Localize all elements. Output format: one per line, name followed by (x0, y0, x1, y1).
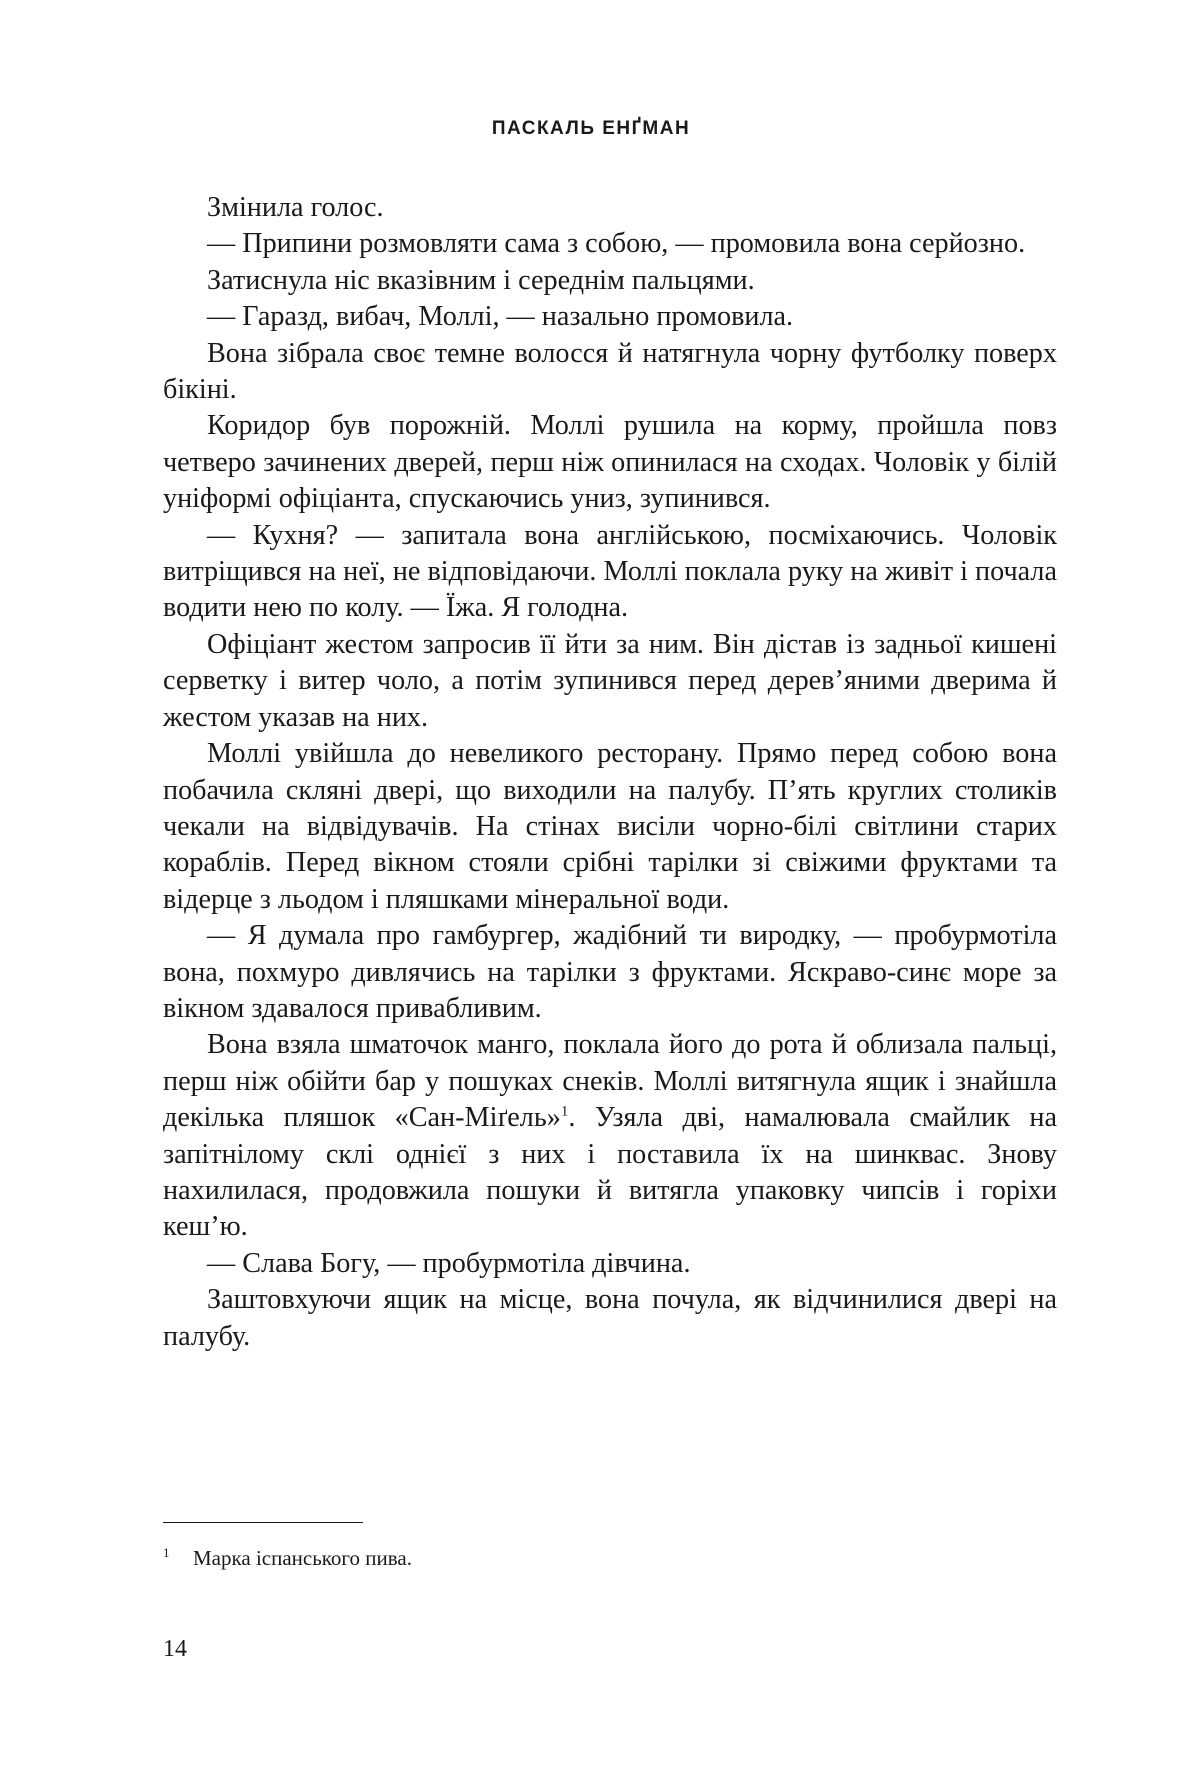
footnote: 1 Марка іспанського пива. (163, 1545, 412, 1570)
paragraph: — Гаразд, вибач, Моллі, — назально промовила. (207, 301, 794, 333)
footnote-divider (163, 1522, 363, 1523)
paragraph-text: Вона взяла шматочок манго, поклала його до рота й облизала пальці, перш ніж обійти бар у пошуках снеків. Моллі витягнула ящик і знайшла декілька пляшок «Сан-Міґель» (163, 1029, 1057, 1134)
footnote-text: Марка іспанського пива. (193, 1546, 412, 1570)
paragraph: Моллі увійшла до невеликого ресторану. Прямо перед собою вона побачила скляні двері, що виходили на палубу. П’ять круглих столиків чекали на відвідувачів. На стінах висіли чорно-білі світлини старих кораблів. Перед вікном стояли срібні тарілки зі свіжими фруктами та відерце з льодом і пляшками мінеральної води. (163, 738, 1057, 915)
paragraph: Заштовхуючи ящик на місце, вона почула, як відчинилися двері на палубу. (163, 1284, 1057, 1352)
paragraph: — Я думала про гамбургер, жадібний ти виродку, — пробурмотіла вона, похмуро дивлячись на тарілки з фруктами. Яскраво-синє море за вікном здавалося привабливим. (163, 920, 1057, 1024)
paragraph: Змінила голос. (207, 192, 384, 223)
page-number: 14 (163, 1636, 187, 1662)
running-head: ПАСКАЛЬ ЕНҐМАН (491, 118, 691, 139)
paragraph: — Припини розмовляти сама з собою, — промовила вона серйозно. (207, 228, 1026, 260)
paragraph: Затиснула ніс вказівним і середнім пальцями. (207, 264, 755, 296)
paragraph: Вона зібрала своє темне волосся й натягнула чорну футболку поверх бікіні. (163, 337, 1057, 406)
paragraph-text: . Узяла дві, намалювала смайлик на запітнілому склі однієї з них і поставила їх на шинквас. Знову нахилилася, продовжила пошуки й витягла упаковку чипсів і горіхи кеш’ю. (163, 1102, 1057, 1243)
paragraph: Коридор був порожній. Моллі рушила на корму, пройшла повз четверо зачинених дверей, перш ніж опинилася на сходах. Чоловік у білій уніформі офіціанта, спускаючись униз, зупинився. (163, 410, 1057, 515)
paragraph-with-footnote (163, 1027, 1057, 1245)
body-text (163, 190, 1057, 1355)
paragraph: Офіціант жестом запросив її йти за ним. Він дістав із задньої кишені серветку і витер чоло, а потім зупинився перед дерев’яними дверима й жестом указав на них. (163, 628, 1057, 733)
paragraph: — Кухня? — запитала вона англійською, посміхаючись. Чоловік витріщився на неї, не відповідаючи. Моллі поклала руку на живіт і почала водити нею по колу. — Їжа. Я голодна. (163, 519, 1057, 624)
paragraph: — Слава Богу, — пробурмотіла дівчина. (207, 1247, 691, 1279)
footnote-reference: 1 (560, 1103, 569, 1120)
